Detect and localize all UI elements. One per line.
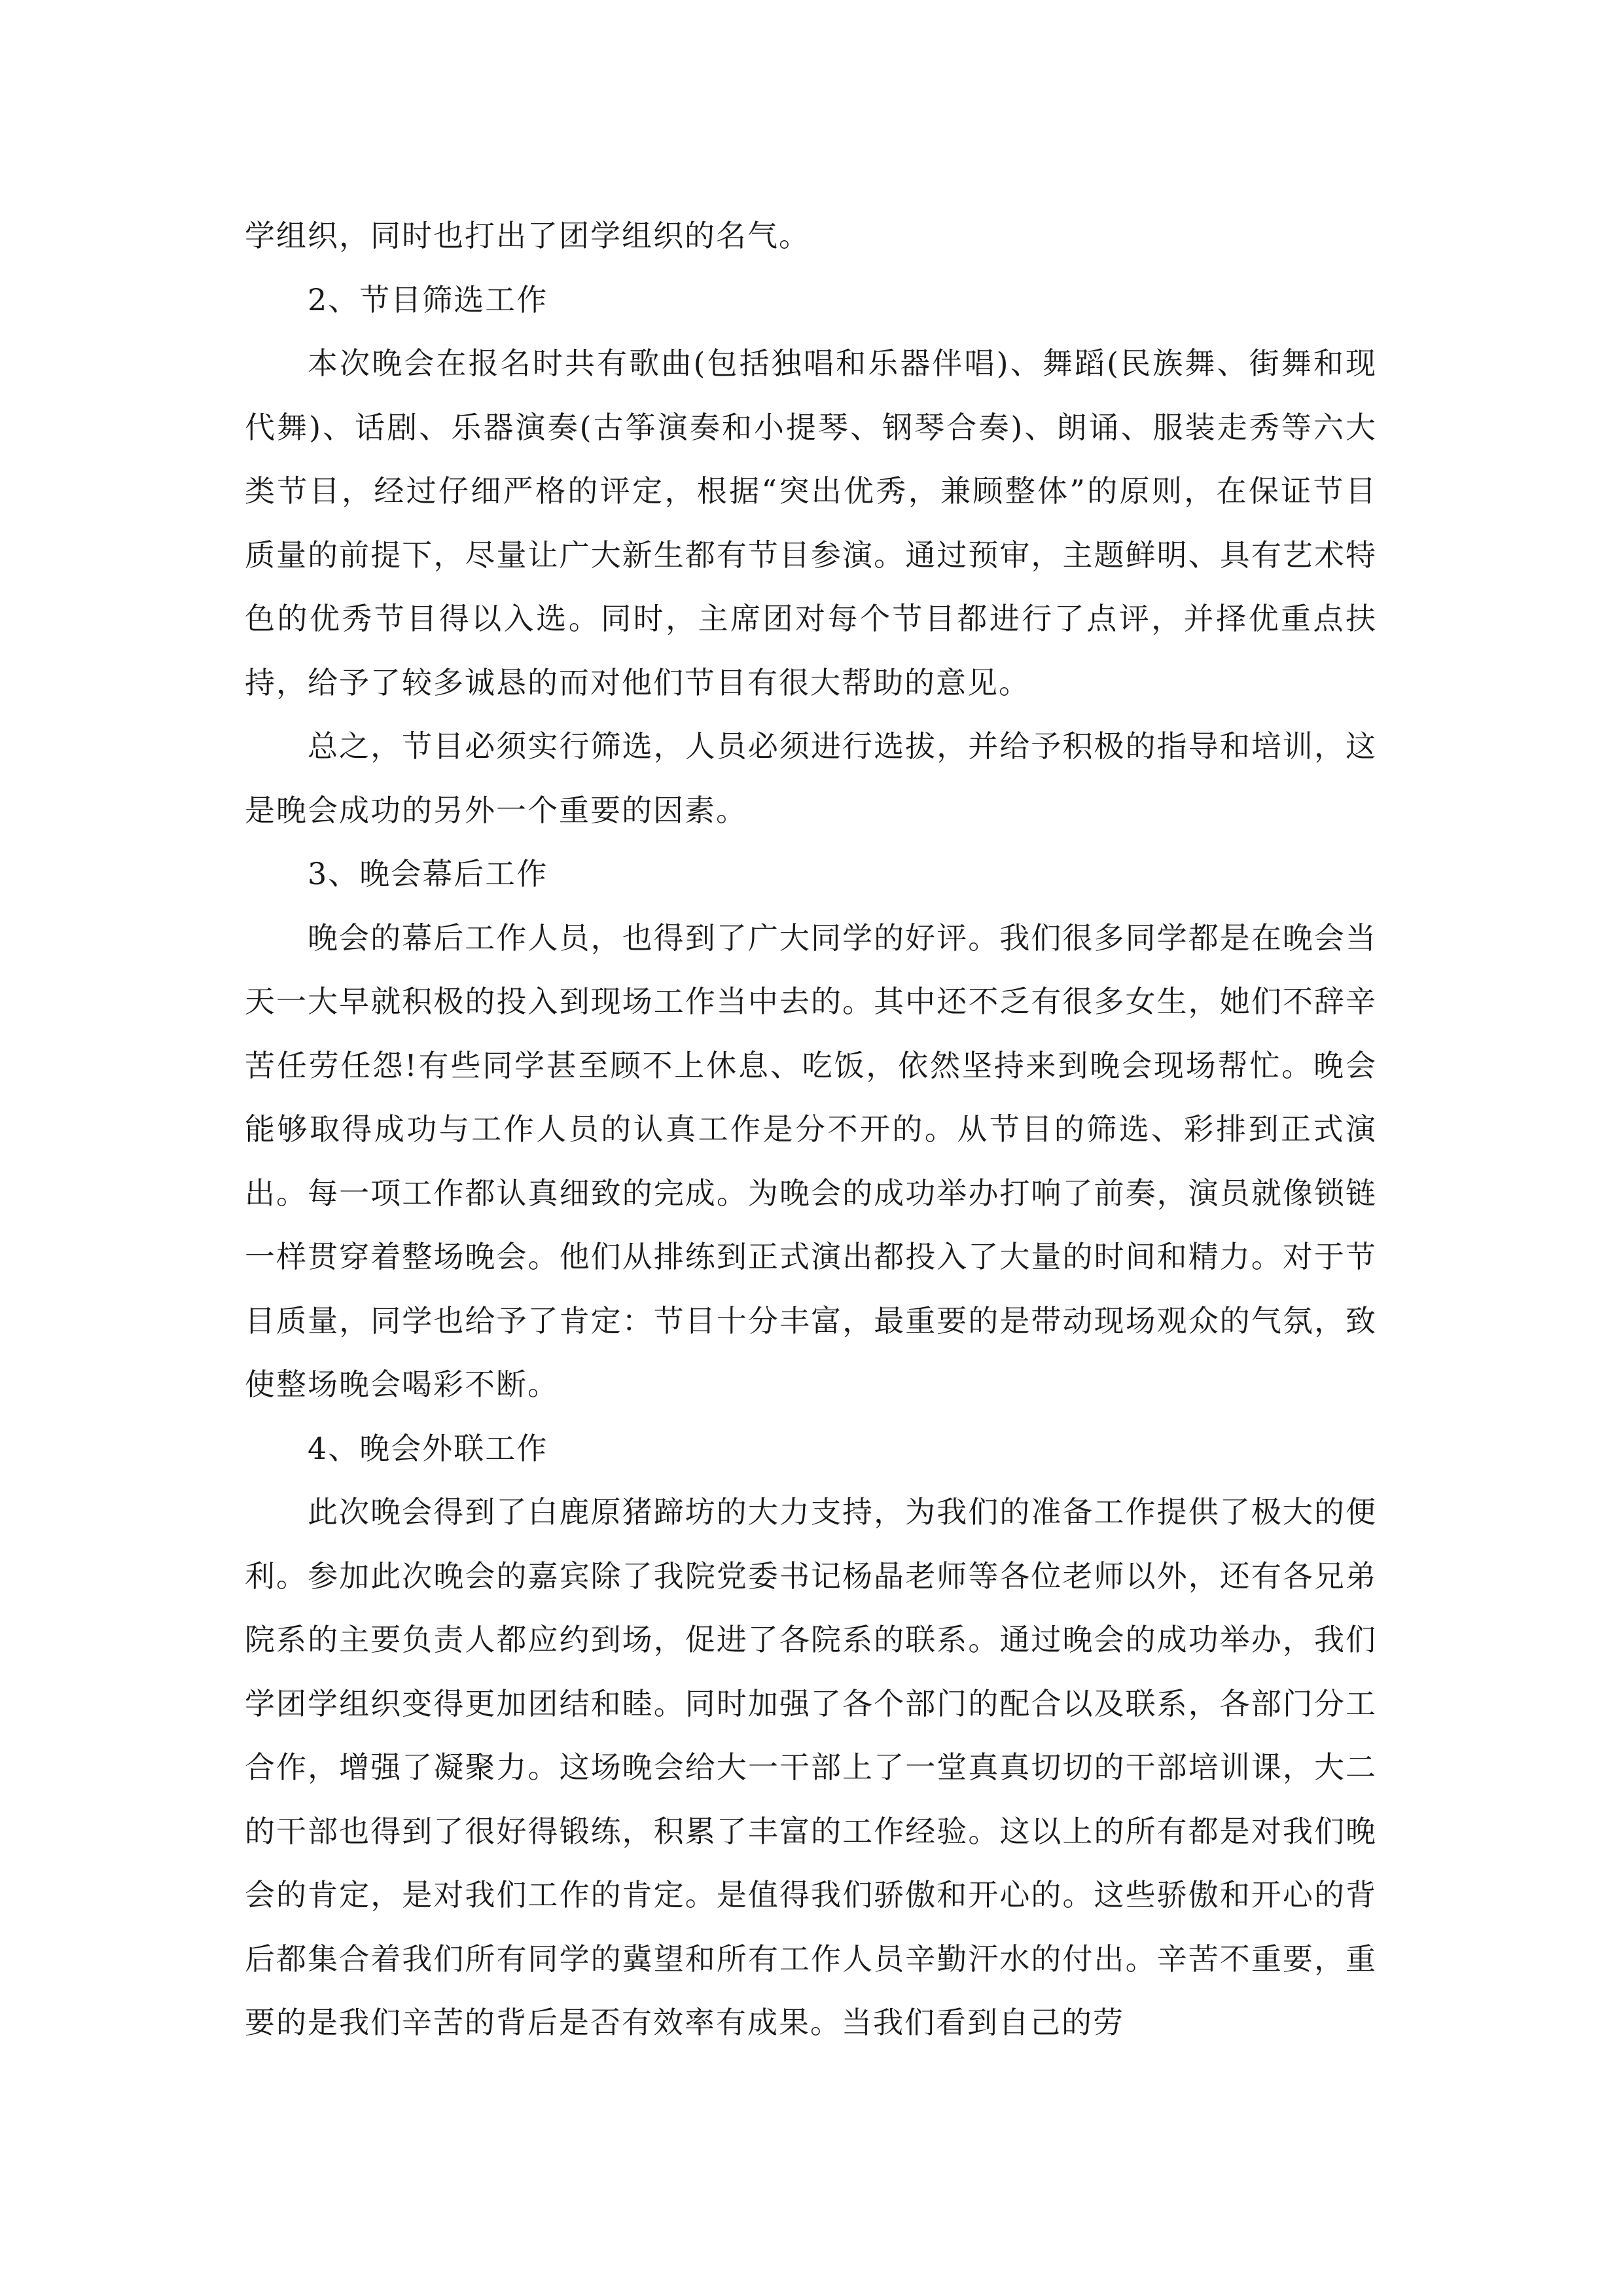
- paragraph-external-relations: 此次晚会得到了白鹿原猪蹄坊的大力支持，为我们的准备工作提供了极大的便利。参加此次晚会的嘉宾除了我院党委书记杨晶老师等各位老师以外，还有各兄弟院系的主要负责人都应约到场，促进了各院系的联系。通过晚会的成功举办，我们学团学组织变得更加团结和睦。同时加强了各个部门的配合以及联系，各部门分工合作，增强了凝聚力。这场晚会给大一干部上了一堂真真切切的干部培训课，大二的干部也得到了很好得锻练，积累了丰富的工作经验。这以上的所有都是对我们晚会的肯定，是对我们工作的肯定。是值得我们骄傲和开心的。这些骄傲和开心的背后都集合着我们所有同学的冀望和所有工作人员辛勤汗水的付出。辛苦不重要，重要的是我们辛苦的背后是否有效率有成果。当我们看到自己的劳: [245, 1494, 1377, 2040]
- section-heading-backstage: 3、晚会幕后工作: [308, 856, 548, 891]
- document-body: [245, 204, 1377, 2055]
- paragraph-program-selection: 本次晚会在报名时共有歌曲(包括独唱和乐器伴唱)、舞蹈(民族舞、街舞和现代舞)、话剧、乐器演奏(古筝演奏和小提琴、钢琴合奏)、朗诵、服装走秀等六大类节目，经过仔细严格的评定，根据“突出优秀，兼顾整体”的原则，在保证节目质量的前提下，尽量让广大新生都有节目参演。通过预审，主题鲜明、具有艺术特色的优秀节目得以入选。同时，主席团对每个节目都进行了点评，并择优重点扶持，给予了较多诚恳的而对他们节目有很大帮助的意见。: [245, 346, 1377, 700]
- paragraph-summary: 总之，节目必须实行筛选，人员必须进行选拔，并给予积极的指导和培训，这是晚会成功的另外一个重要的因素。: [245, 728, 1377, 828]
- paragraph-backstage: 晚会的幕后工作人员，也得到了广大同学的好评。我们很多同学都是在晚会当天一大早就积极的投入到现场工作当中去的。其中还不乏有很多女生，她们不辞辛苦任劳任怨!有些同学甚至顾不上休息、吃饭，依然坚持来到晚会现场帮忙。晚会能够取得成功与工作人员的认真工作是分不开的。从节目的筛选、彩排到正式演出。每一项工作都认真细致的完成。为晚会的成功举办打响了前奏，演员就像锁链一样贯穿着整场晚会。他们从排练到正式演出都投入了大量的时间和精力。对于节目质量，同学也给予了肯定：节目十分丰富，最重要的是带动现场观众的气氛，致使整场晚会喝彩不断。: [245, 920, 1377, 1402]
- section-heading-external-relations: 4、晚会外联工作: [308, 1430, 548, 1466]
- section-heading-program-selection: 2、节目筛选工作: [308, 281, 548, 317]
- paragraph-continuation: 学组织，同时也打出了团学组织的名气。: [245, 218, 810, 253]
